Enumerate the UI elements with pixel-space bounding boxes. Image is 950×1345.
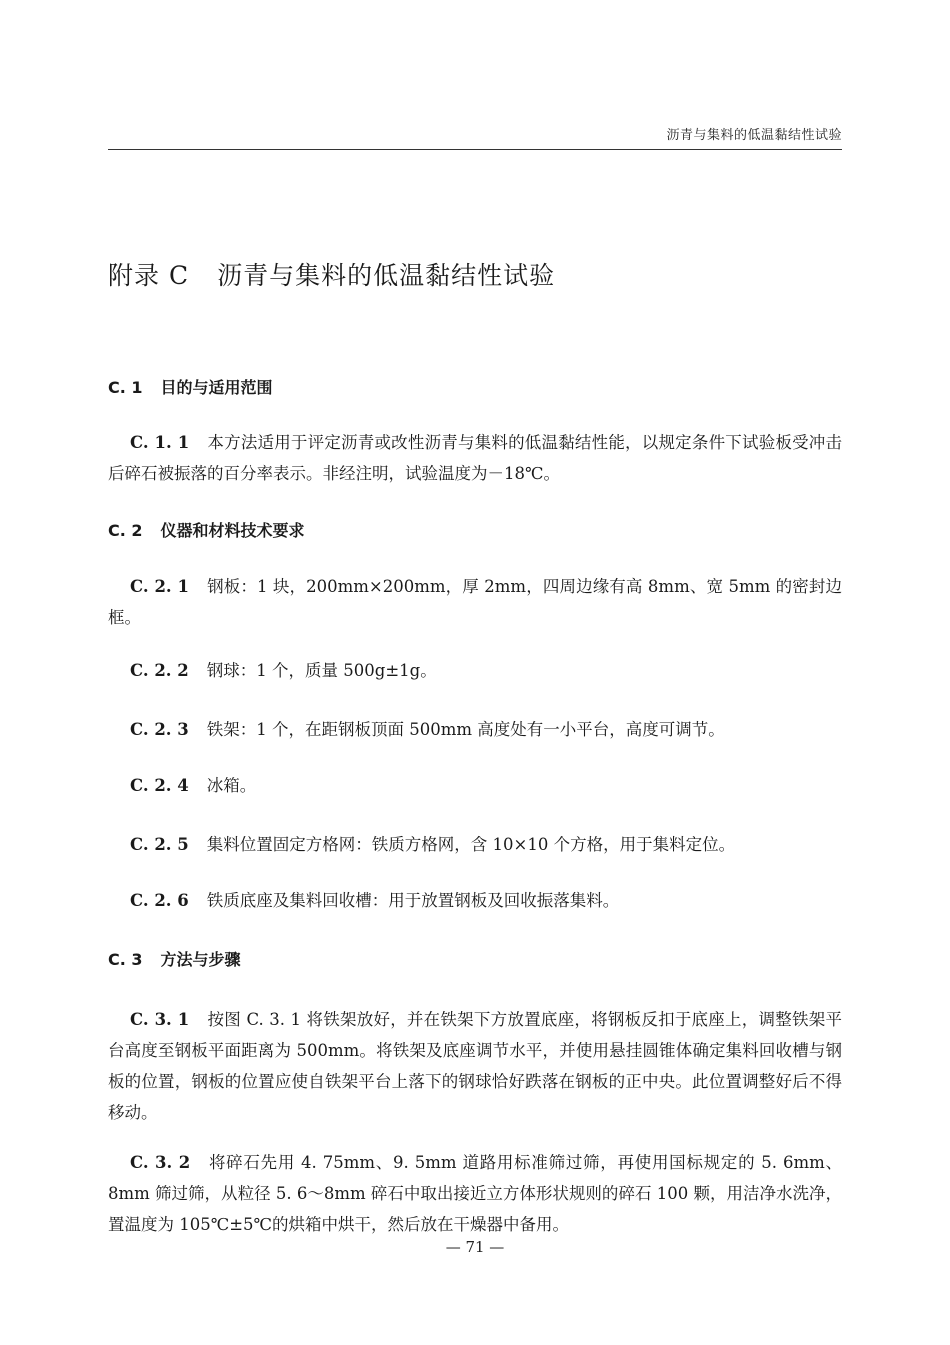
clause-text: 铁架：1 个，在距钢板顶面 500mm 高度处有一小平台，高度可调节。 [206,720,725,739]
clause-c2-1 [108,571,842,633]
clause-c2-4 [108,770,842,801]
clause-number: C. 3. 1 [130,1010,190,1029]
clause-text: 冰箱。 [206,776,257,795]
clause-number: C. 3. 2 [130,1153,191,1172]
clause-c2-2 [108,655,842,686]
page-number: — 71 — [445,1238,505,1256]
section-number: C. 1 [108,378,143,397]
section-title: 方法与步骤 [160,950,241,969]
clause-number: C. 2. 5 [130,835,189,854]
header-rule [108,149,842,150]
clause-c2-6 [108,885,842,916]
section-number: C. 3 [108,950,143,969]
clause-number: C. 2. 6 [130,891,189,910]
clause-c3-2 [108,1147,842,1240]
section-heading-c3 [108,947,241,970]
clause-text: 钢板：1 块，200mm×200mm，厚 2mm，四周边缘有高 8mm、宽 5mm 的密封边框。 [108,577,842,627]
clause-number: C. 2. 2 [130,661,189,680]
section-title: 目的与适用范围 [160,378,273,397]
clause-text: 钢球：1 个，质量 500g±1g。 [206,661,437,680]
section-title: 仪器和材料技术要求 [160,521,305,540]
clause-text: 将碎石先用 4. 75mm、9. 5mm 道路用标准筛过筛，再使用国标规定的 5. 6mm、8mm 筛过筛，从粒径 5. 6～8mm 碎石中取出接近立方体形状规则的碎石 100 颗，用洁净水洗净，置温度为 105℃±5℃的烘箱中烘干，然后放在干燥器中备用。 [108,1153,842,1234]
clause-number: C. 2. 1 [130,577,190,596]
clause-c3-1 [108,1004,842,1128]
clause-c2-3 [108,714,842,745]
clause-c2-5 [108,829,842,860]
running-header: 沥青与集料的低温黏结性试验 [666,128,842,143]
section-heading-c2 [108,518,305,541]
clause-c1-1 [108,427,842,489]
clause-number: C. 2. 3 [130,720,189,739]
clause-text: 按图 C. 3. 1 将铁架放好，并在铁架下方放置底座，将钢板反扣于底座上，调整铁架平台高度至钢板平面距离为 500mm。将铁架及底座调节水平，并使用悬挂圆锥体确定集料回收槽与钢板的位置，钢板的位置应使自铁架平台上落下的钢球恰好跌落在钢板的正中央。此位置调整好后不得移动。 [108,1010,843,1122]
page-title [108,256,555,292]
appendix-name: 沥青与集料的低温黏结性试验 [217,261,556,290]
clause-text: 集料位置固定方格网：铁质方格网，含 10×10 个方格，用于集料定位。 [206,835,736,854]
section-number: C. 2 [108,521,143,540]
clause-number: C. 2. 4 [130,776,189,795]
section-heading-c1 [108,375,273,398]
appendix-number: 附录 C [108,261,190,290]
clause-text: 本方法适用于评定沥青或改性沥青与集料的低温黏结性能，以规定条件下试验板受冲击后碎石被振落的百分率表示。非经注明，试验温度为－18℃。 [108,433,843,483]
clause-number: C. 1. 1 [130,433,190,452]
clause-text: 铁质底座及集料回收槽：用于放置钢板及回收振落集料。 [206,891,620,910]
